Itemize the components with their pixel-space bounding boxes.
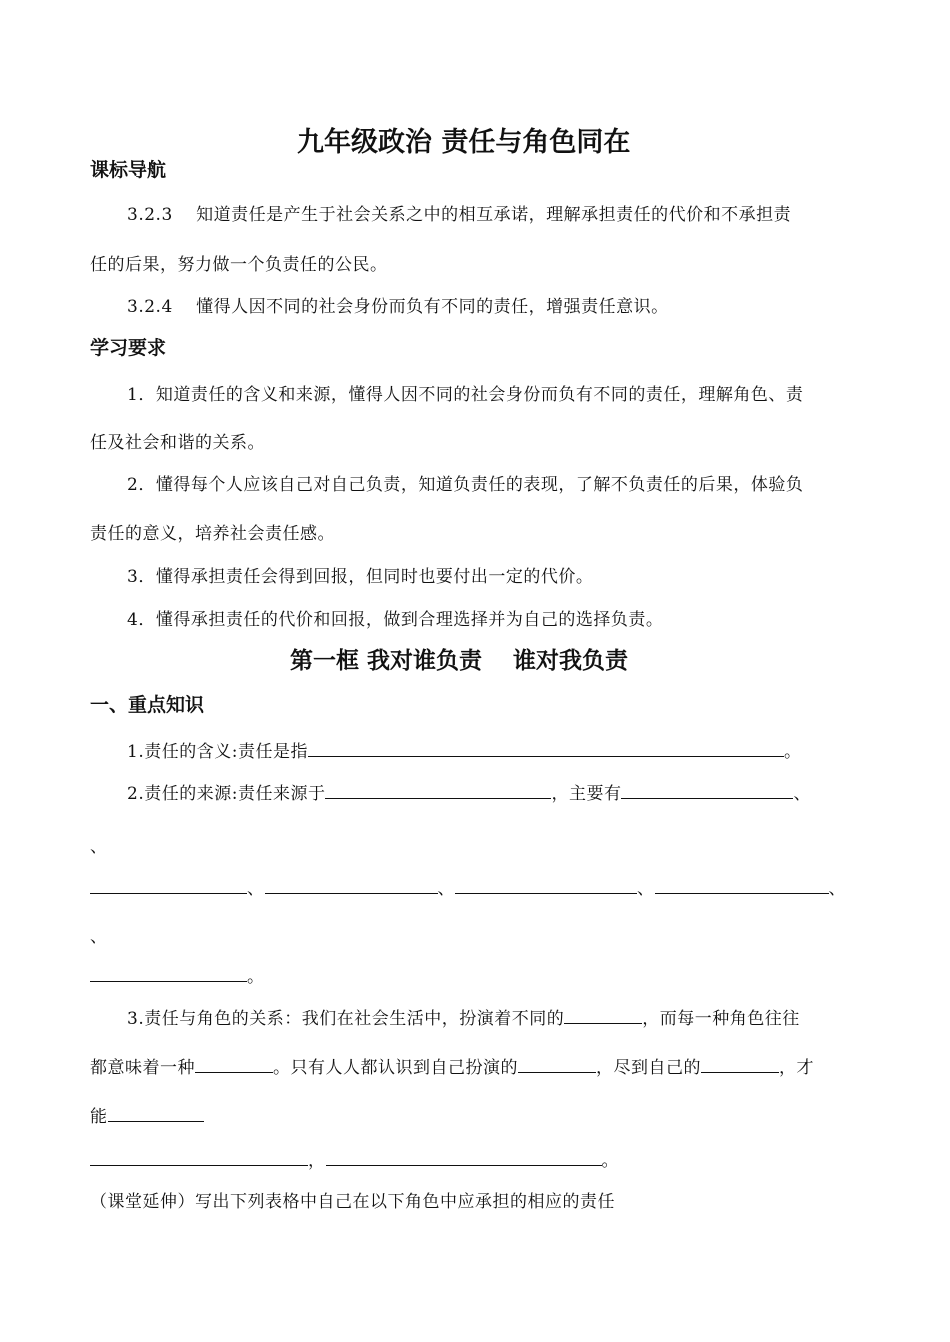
nav-item-2: 3.2.4 懂得人因不同的社会身份而负有不同的责任，增强责任意识。 bbox=[127, 297, 669, 317]
punctuation: 、 bbox=[637, 879, 655, 899]
section-heading-nav: 课标导航 bbox=[90, 159, 167, 181]
punctuation: ， bbox=[308, 1151, 326, 1171]
fill-blank[interactable] bbox=[90, 877, 247, 894]
fill-blank[interactable] bbox=[701, 1056, 779, 1073]
punctuation: 、 bbox=[90, 837, 108, 857]
punctuation: 。 bbox=[783, 742, 802, 762]
knowledge-item-1 bbox=[127, 737, 801, 762]
nav-item-1-line-2: 任的后果，努力做一个负责任的公民。 bbox=[90, 255, 388, 275]
punctuation: 、 bbox=[247, 879, 265, 899]
knowledge-item-3-line-2 bbox=[90, 1053, 814, 1078]
punctuation: 。 bbox=[247, 967, 265, 987]
knowledge-item-3-text-d: 。只有人人都认识到自己扮演的 bbox=[273, 1058, 518, 1078]
knowledge-item-3-text-c: 都意味着一种 bbox=[90, 1058, 195, 1078]
requirement-2-line-1: 2．懂得每个人应该自己对自己负责，知道负责任的表现，了解不负责任的后果，体验负 bbox=[127, 475, 804, 495]
knowledge-item-3-line-3 bbox=[90, 1102, 204, 1127]
requirement-1-line-2: 任及社会和谐的关系。 bbox=[90, 433, 265, 453]
punctuation: 、 bbox=[437, 879, 455, 899]
fill-blank[interactable] bbox=[195, 1056, 273, 1073]
blank-row bbox=[90, 874, 846, 899]
punctuation: 。 bbox=[601, 1151, 619, 1171]
fill-blank[interactable] bbox=[564, 1007, 642, 1024]
fill-blank[interactable] bbox=[455, 877, 637, 894]
fill-blank[interactable] bbox=[308, 740, 784, 757]
requirement-1-line-1: 1．知道责任的含义和来源，懂得人因不同的社会身份而负有不同的责任，理解角色、责 bbox=[127, 385, 804, 405]
blank-row bbox=[90, 1146, 619, 1171]
page-title: 九年级政治 责任与角色同在 bbox=[297, 127, 631, 158]
fill-blank[interactable] bbox=[325, 782, 551, 799]
knowledge-item-3-text-b: ，而每一种角色往往 bbox=[642, 1009, 800, 1029]
requirement-3: 3．懂得承担责任会得到回报，但同时也要付出一定的代价。 bbox=[127, 567, 594, 587]
knowledge-item-3-text-g: 能 bbox=[90, 1107, 108, 1127]
knowledge-item-2-text: 2.责任的来源:责任来源于 bbox=[127, 784, 326, 804]
blank-row bbox=[90, 962, 265, 987]
section-heading-requirements: 学习要求 bbox=[90, 337, 167, 359]
fill-blank[interactable] bbox=[518, 1056, 596, 1073]
knowledge-item-2-text-b: ，主要有 bbox=[551, 784, 622, 804]
knowledge-item-2 bbox=[127, 779, 811, 804]
fill-blank[interactable] bbox=[265, 877, 438, 894]
class-extension-note: （课堂延伸）写出下列表格中自己在以下角色中应承担的相应的责任 bbox=[90, 1192, 615, 1212]
section-heading-key-knowledge: 一、重点知识 bbox=[90, 694, 205, 716]
knowledge-item-3-line-1 bbox=[127, 1004, 800, 1029]
punctuation: 、 bbox=[828, 879, 846, 899]
requirement-4: 4．懂得承担责任的代价和回报，做到合理选择并为自己的选择负责。 bbox=[127, 610, 664, 630]
fill-blank[interactable] bbox=[90, 965, 247, 982]
nav-item-1-line-1: 3.2.3 知道责任是产生于社会关系之中的相互承诺，理解承担责任的代价和不承担责 bbox=[127, 205, 792, 225]
knowledge-item-3-text-f: ，才 bbox=[779, 1058, 814, 1078]
fill-blank[interactable] bbox=[108, 1105, 204, 1122]
requirement-2-line-2: 责任的意义，培养社会责任感。 bbox=[90, 524, 335, 544]
fill-blank[interactable] bbox=[326, 1149, 602, 1166]
fill-blank[interactable] bbox=[655, 877, 829, 894]
knowledge-item-3-text: 3.责任与角色的关系：我们在社会生活中，扮演着不同的 bbox=[127, 1009, 565, 1029]
punctuation: 、 bbox=[90, 927, 108, 947]
knowledge-item-1-text: 1.责任的含义:责任是指 bbox=[127, 742, 308, 762]
fill-blank[interactable] bbox=[90, 1149, 308, 1166]
punctuation: 、 bbox=[793, 784, 811, 804]
section-title: 第一框 我对谁负责 谁对我负责 bbox=[290, 648, 629, 674]
fill-blank[interactable] bbox=[621, 782, 793, 799]
knowledge-item-3-text-e: ，尽到自己的 bbox=[596, 1058, 701, 1078]
